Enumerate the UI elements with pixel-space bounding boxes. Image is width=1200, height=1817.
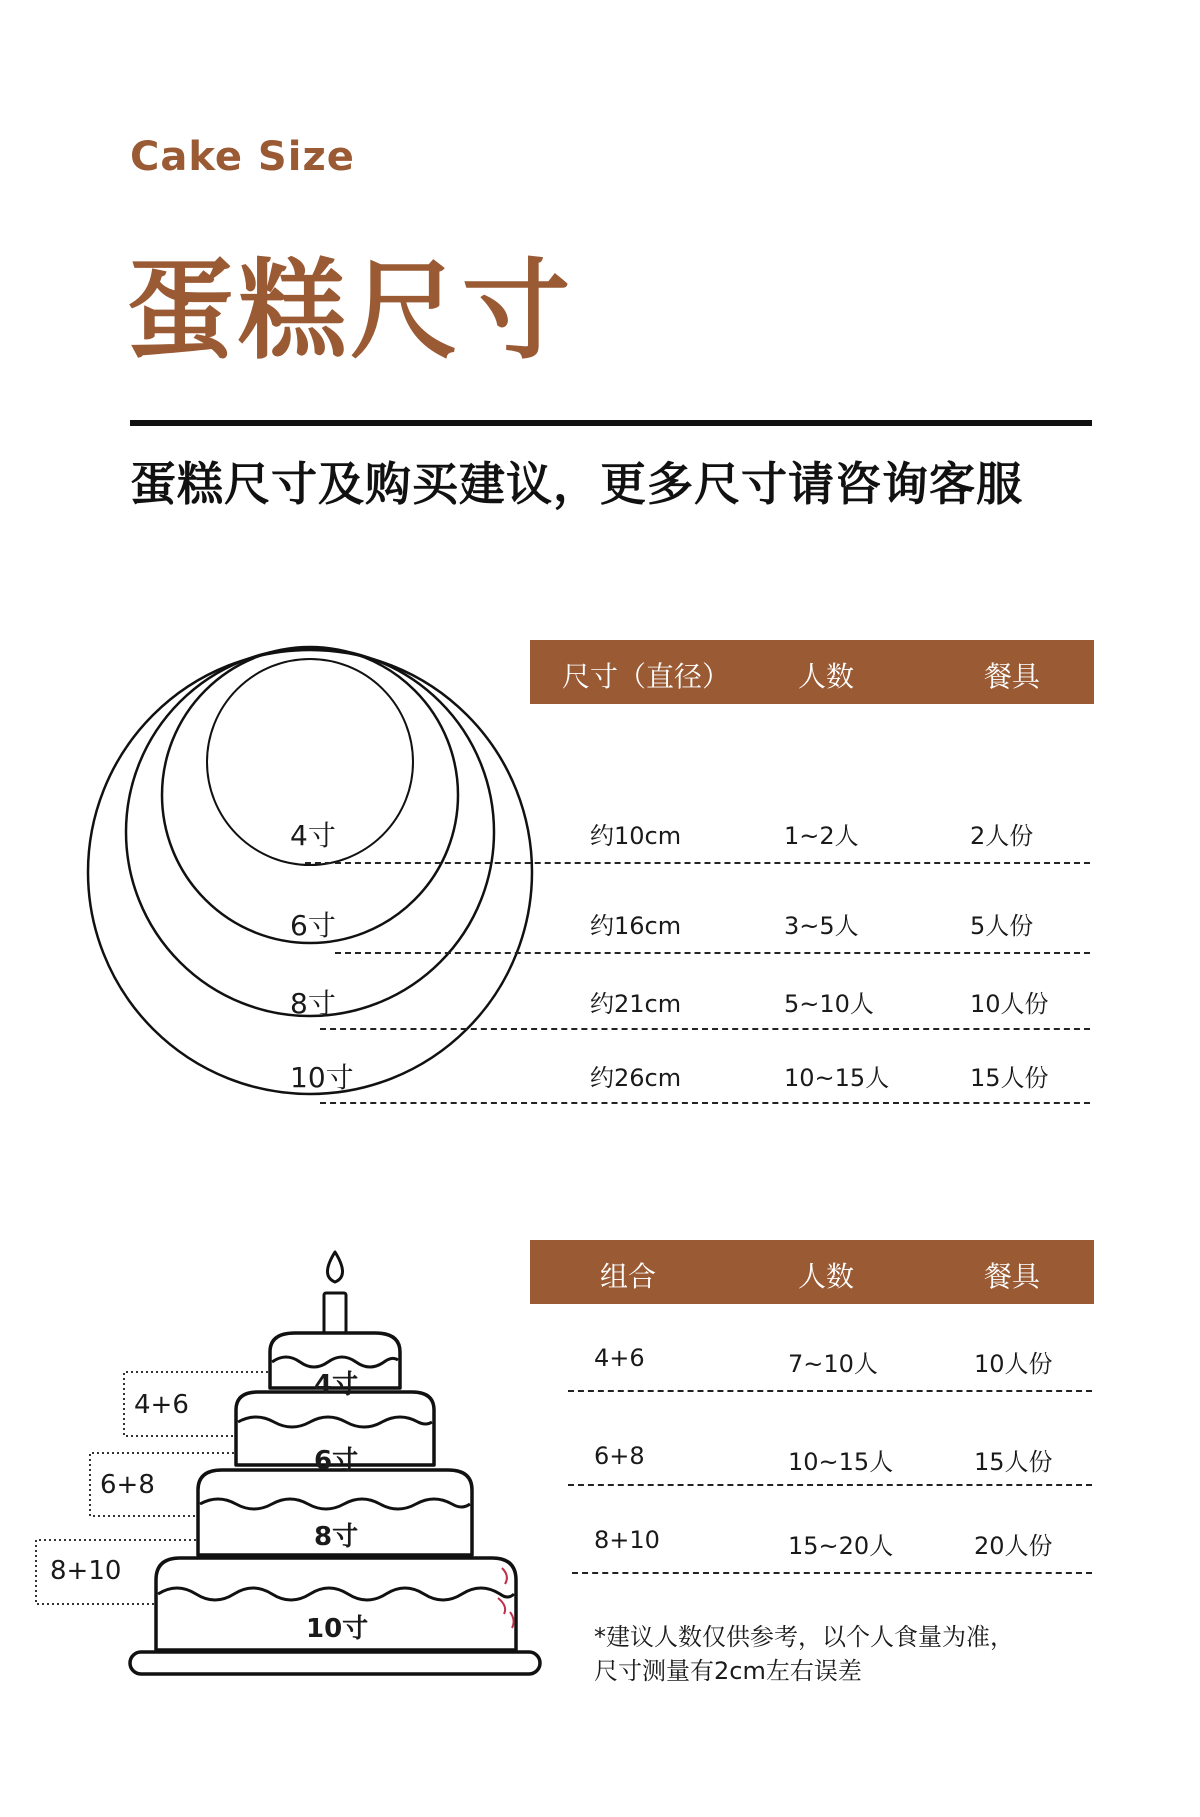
disclaimer-note	[594, 1620, 1014, 1688]
header-people: 人数	[798, 1260, 855, 1293]
combo-row-divider	[572, 1572, 1092, 1574]
size-row-6-people: 3~5人	[784, 912, 859, 940]
cake-tier-label-10: 10寸	[306, 1614, 369, 1644]
combo-row-8-10-combo: 8+10	[594, 1526, 660, 1554]
size-row-8-diameter: 约21cm	[590, 990, 682, 1018]
header-tableware: 餐具	[984, 660, 1041, 693]
candle-icon	[324, 1293, 346, 1333]
note-line-1: *建议人数仅供参考，以个人食量为准，	[594, 1623, 1014, 1651]
combo-label-6-8: 6+8	[100, 1470, 155, 1500]
cake-tier-label-6: 6寸	[314, 1446, 359, 1476]
circle-label-4: 4寸	[290, 819, 336, 852]
size-row-8-tableware: 10人份	[970, 990, 1049, 1018]
combo-row-8-10-people: 15~20人	[788, 1532, 894, 1560]
combo-row-divider	[568, 1390, 1092, 1392]
page-title: 蛋糕尺寸	[126, 249, 575, 374]
combo-label-4-6: 4+6	[134, 1390, 189, 1420]
combo-row-6-8-people: 10~15人	[788, 1448, 894, 1476]
size-row-4-tableware: 2人份	[970, 822, 1034, 850]
header-combo: 组合	[600, 1260, 657, 1293]
cake-base-plate	[130, 1652, 540, 1674]
header-people: 人数	[798, 660, 855, 693]
header-size: 尺寸（直径）	[562, 660, 731, 693]
header-tableware: 餐具	[984, 1260, 1041, 1293]
combo-row-4-6-tableware: 10人份	[974, 1350, 1053, 1378]
candle-flame-icon	[328, 1252, 343, 1282]
size-row-4-people: 1~2人	[784, 822, 859, 850]
size-row-4-diameter: 约10cm	[590, 822, 682, 850]
note-line-2: 尺寸测量有2cm左右误差	[594, 1657, 862, 1685]
size-row-10-tableware: 15人份	[970, 1064, 1049, 1092]
combo-label-8-10: 8+10	[50, 1556, 122, 1586]
combo-row-6-8-tableware: 15人份	[974, 1448, 1053, 1476]
size-row-10-diameter: 约26cm	[590, 1064, 682, 1092]
circle-label-10: 10寸	[290, 1061, 354, 1094]
combo-row-divider	[568, 1484, 1092, 1486]
size-row-10-people: 10~15人	[784, 1064, 890, 1092]
cake-tier-label-8: 8寸	[314, 1522, 359, 1552]
size-row-6-diameter: 约16cm	[590, 912, 682, 940]
combo-row-4-6-people: 7~10人	[788, 1350, 878, 1378]
combo-row-8-10-tableware: 20人份	[974, 1532, 1053, 1560]
circle-label-6: 6寸	[290, 909, 336, 942]
page-subtitle: 蛋糕尺寸及购买建议，更多尺寸请咨询客服	[130, 457, 1023, 511]
section-kicker: Cake Size	[130, 134, 355, 180]
combo-row-4-6-combo: 4+6	[594, 1344, 645, 1372]
size-row-8-people: 5~10人	[784, 990, 874, 1018]
circle-label-8: 8寸	[290, 987, 336, 1020]
cake-tier-label-4: 4寸	[314, 1370, 359, 1400]
size-row-6-tableware: 5人份	[970, 912, 1034, 940]
combo-row-6-8-combo: 6+8	[594, 1442, 645, 1470]
combo-table-header	[530, 1240, 1094, 1304]
